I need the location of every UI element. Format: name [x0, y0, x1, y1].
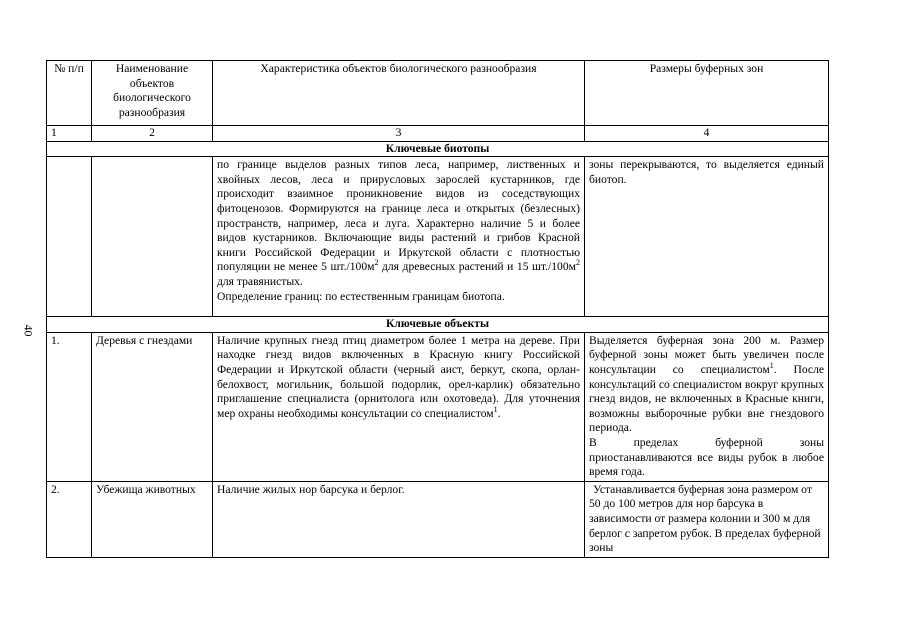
row-buffer: зоны перекрываются, то выделяется единый биотоп. — [585, 157, 829, 317]
row-name — [92, 157, 213, 317]
column-number: 4 — [585, 126, 829, 142]
row-name: Убежища животных — [92, 481, 213, 557]
row-number: 2. — [47, 481, 92, 557]
section-row-biotopes — [47, 141, 829, 157]
table-header-row — [47, 61, 829, 126]
section-title-objects: Ключевые объекты — [47, 317, 829, 333]
section-row-objects — [47, 317, 829, 333]
biotope-boundary: Определение границ: по естественным границам биотопа. — [217, 289, 505, 303]
column-number: 3 — [213, 126, 585, 142]
row-characteristic: Наличие жилых нор барсука и берлог. — [213, 481, 585, 557]
row-characteristic — [213, 157, 585, 317]
row-name: Деревья с гнездами — [92, 332, 213, 481]
column-number: 2 — [92, 126, 213, 142]
header-number: № п/п — [47, 61, 92, 126]
header-buffer-size: Размеры буферных зон — [585, 61, 829, 126]
header-characteristic: Характеристика объектов биологического разнообразия — [213, 61, 585, 126]
row-buffer: Устанавливается буферная зона размером от 50 до 100 метров для нор барсука в зависимости от размера колонии и 300 м для берлог с запретом рубок. В пределах буферной зоны — [585, 481, 829, 557]
section-title-biotopes: Ключевые биотопы — [47, 141, 829, 157]
row-number: 1. — [47, 332, 92, 481]
biotope-description: по границе выделов разных типов леса, например, лиственных и хвойных лесов, леса и прирусловых зарослей кустарников, где происходит взаимное проникновение видов из соседствующих фитоценозов. Формируются на границе леса и открытых (безлесных) пространств, например, леса и луга. Характерно наличие 5 и более видов кустарников. Включающие виды растений и грибов Красной книги Российской Федерации и Иркутской области с плотностью популяции не менее 5 $шт./100м^2$ для древесных растений и 15 $шт./100м^2$ для травянистых. — [217, 158, 580, 288]
biodiversity-table — [46, 60, 829, 558]
row-characteristic: Наличие крупных гнезд птиц диаметром более 1 метра на дереве. При находке гнезд видов включенных в Красную книгу Российской Федерации и Иркутской области (черный аист, беркут, скопа, орлан-белохвост, могильник, большой подорлик, орел-карлик) обязательно приглашение специалиста (орнитолога или охотоведа). Для уточнения мер охраны необходимы консультации со специалистом$^1$. — [213, 332, 585, 481]
table-row — [47, 481, 829, 557]
column-number-row — [47, 126, 829, 142]
header-name: Наименование объектов биологического разнообразия — [92, 61, 213, 126]
table-row — [47, 157, 829, 317]
column-number: 1 — [47, 126, 92, 142]
row-number — [47, 157, 92, 317]
row-buffer: Выделяется буферная зона 200 м. Размер буферной зоны может быть увеличен после консультации со специалистом$^1$. После консультаций со специалистом вокруг крупных гнезд видов, не включенных в Красные книги, возможны выборочные рубки вне гнездового периода. В пределах буферной зоны приостанавливаются все виды рубок в любое время года. — [585, 332, 829, 481]
page-number: 40 — [21, 324, 36, 337]
table-row — [47, 332, 829, 481]
